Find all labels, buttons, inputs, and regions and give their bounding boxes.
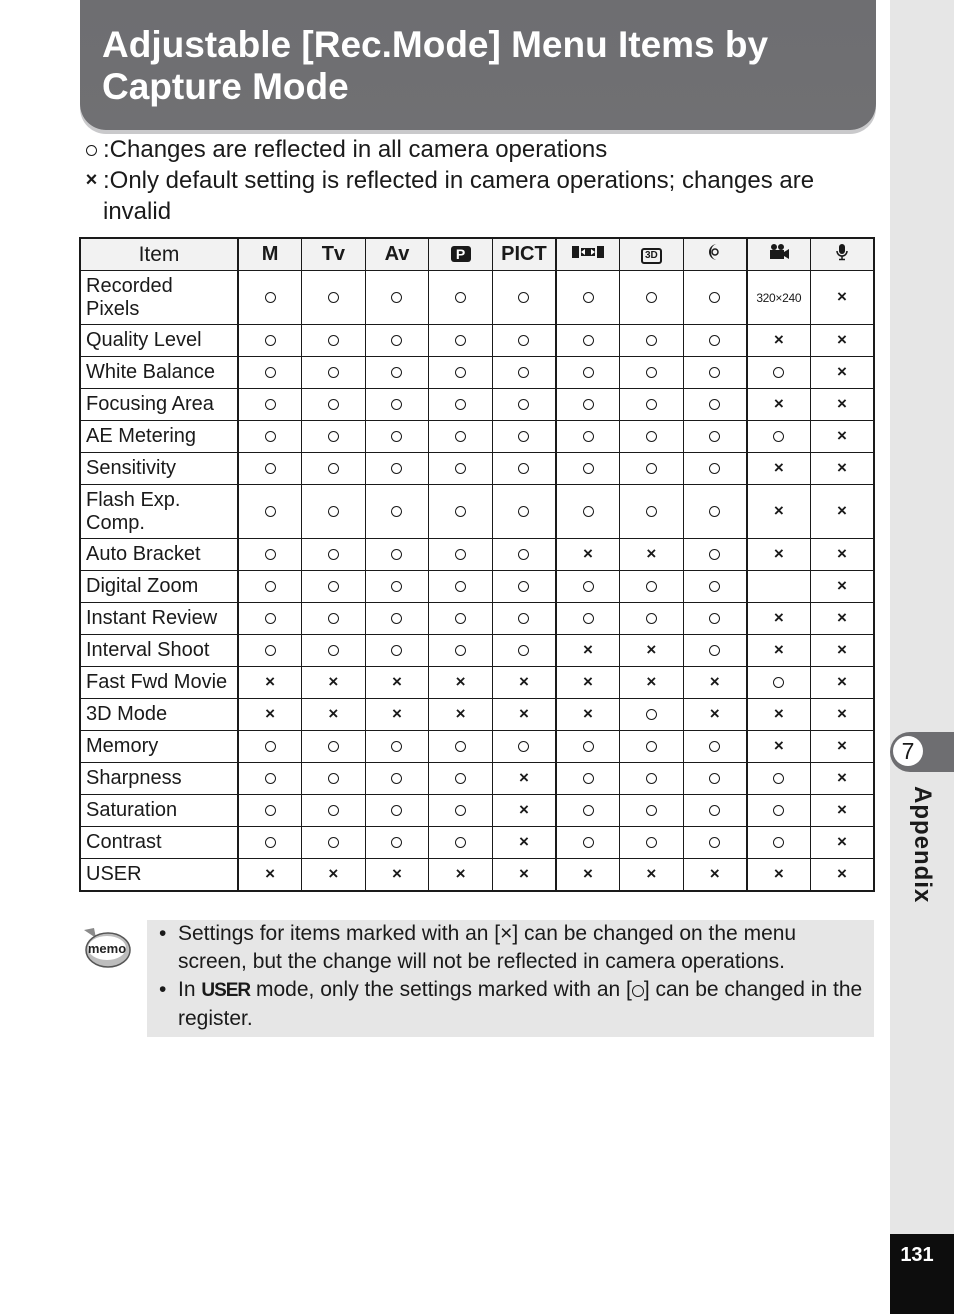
- mode-label: P: [451, 246, 471, 262]
- cross-icon: ×: [810, 539, 874, 571]
- mode-column-header: [238, 238, 302, 271]
- circle-icon: [302, 571, 366, 603]
- cross-icon: ×: [810, 731, 874, 763]
- circle-icon: [302, 635, 366, 667]
- circle-icon: [302, 453, 366, 485]
- circle-icon: [429, 421, 493, 453]
- cross-icon: ×: [683, 699, 747, 731]
- circle-icon: [302, 325, 366, 357]
- mode-column-header: [429, 238, 493, 271]
- circle-icon: [365, 389, 429, 421]
- circle-icon: [747, 827, 811, 859]
- cross-icon: ×: [747, 389, 811, 421]
- circle-icon: [302, 485, 366, 539]
- circle-icon: [302, 763, 366, 795]
- table-row: [80, 389, 874, 421]
- circle-icon: [238, 763, 302, 795]
- circle-icon: [747, 795, 811, 827]
- page-title: Adjustable [Rec.Mode] Menu Items by Capture Mode: [102, 24, 769, 107]
- circle-icon: [492, 539, 556, 571]
- circle-icon: [238, 603, 302, 635]
- cross-icon: ×: [810, 421, 874, 453]
- circle-icon: [429, 325, 493, 357]
- menu-items-table: [79, 237, 875, 892]
- cross-icon: ×: [810, 271, 874, 325]
- table-row: [80, 827, 874, 859]
- page-number: 131: [900, 1244, 934, 1266]
- table-row: [80, 699, 874, 731]
- circle-icon: [365, 795, 429, 827]
- circle-icon: [238, 389, 302, 421]
- circle-icon: [747, 421, 811, 453]
- circle-icon: [429, 795, 493, 827]
- circle-icon: [238, 539, 302, 571]
- circle-icon: [683, 389, 747, 421]
- table-row: [80, 539, 874, 571]
- table-row: [80, 485, 874, 539]
- row-item-label: Auto Bracket: [80, 539, 238, 571]
- table-row: [80, 795, 874, 827]
- circle-icon: [365, 539, 429, 571]
- circle-icon: [492, 389, 556, 421]
- circle-icon: [365, 603, 429, 635]
- row-item-label: Saturation: [80, 795, 238, 827]
- circle-icon: [556, 271, 620, 325]
- circle-icon: [365, 421, 429, 453]
- mode-label: Av: [384, 243, 410, 265]
- cross-icon: ×: [238, 667, 302, 699]
- circle-icon: [556, 603, 620, 635]
- circle-icon: [620, 699, 684, 731]
- circle-icon: [302, 389, 366, 421]
- circle-icon: [238, 357, 302, 389]
- mode-label: 3D: [641, 248, 662, 264]
- legend-row-circle: [80, 134, 870, 165]
- circle-icon: [492, 731, 556, 763]
- memo-bullet-2-post: ] can be changed in the register.: [178, 978, 863, 1030]
- circle-icon: [492, 485, 556, 539]
- value-text: 320×240: [756, 290, 802, 305]
- row-item-label: Quality Level: [80, 325, 238, 357]
- circle-icon: [683, 453, 747, 485]
- cross-icon: ×: [747, 453, 811, 485]
- circle-icon: [747, 763, 811, 795]
- circle-icon: [632, 985, 644, 997]
- circle-icon: [556, 357, 620, 389]
- cross-icon: ×: [810, 827, 874, 859]
- table-row: [80, 271, 874, 325]
- circle-icon: [556, 827, 620, 859]
- cross-icon: ×: [810, 603, 874, 635]
- table-row: [80, 763, 874, 795]
- row-item-label: Digital Zoom: [80, 571, 238, 603]
- cross-icon: ×: [810, 795, 874, 827]
- cross-icon: ×: [747, 699, 811, 731]
- table-row: [80, 603, 874, 635]
- circle-icon: [620, 453, 684, 485]
- circle-icon: [238, 271, 302, 325]
- circle-icon: [365, 571, 429, 603]
- cross-icon: ×: [492, 699, 556, 731]
- cross-icon: ×: [810, 453, 874, 485]
- row-item-label: Sharpness: [80, 763, 238, 795]
- cross-icon: ×: [492, 667, 556, 699]
- circle-icon: [620, 571, 684, 603]
- memo-icon: [80, 924, 132, 970]
- circle-icon: [302, 731, 366, 763]
- row-item-label: Sensitivity: [80, 453, 238, 485]
- memo-note: [147, 920, 874, 1037]
- circle-icon: [238, 827, 302, 859]
- circle-icon: [620, 485, 684, 539]
- cross-icon: ×: [683, 667, 747, 699]
- row-item-label: Focusing Area: [80, 389, 238, 421]
- circle-icon: [683, 485, 747, 539]
- circle-icon: [683, 539, 747, 571]
- circle-icon: [365, 325, 429, 357]
- circle-icon: [620, 325, 684, 357]
- cross-icon: ×: [492, 763, 556, 795]
- cross-icon: ×: [365, 859, 429, 892]
- circle-icon: [620, 271, 684, 325]
- mode-column-header: [492, 238, 556, 271]
- circle-icon: [429, 731, 493, 763]
- circle-icon: [620, 421, 684, 453]
- circle-icon: [556, 571, 620, 603]
- circle-icon: [747, 357, 811, 389]
- circle-icon: [683, 421, 747, 453]
- circle-icon: [556, 485, 620, 539]
- cross-icon: ×: [365, 667, 429, 699]
- circle-icon: [302, 271, 366, 325]
- circle-icon: [492, 635, 556, 667]
- circle-icon: [429, 485, 493, 539]
- cross-icon: ×: [302, 667, 366, 699]
- circle-icon: [302, 603, 366, 635]
- table-row: [80, 325, 874, 357]
- legend-row-cross: [80, 165, 870, 227]
- cross-icon: ×: [747, 539, 811, 571]
- circle-icon: [238, 795, 302, 827]
- circle-icon: [238, 571, 302, 603]
- cross-icon: ×: [747, 635, 811, 667]
- row-item-label: AE Metering: [80, 421, 238, 453]
- cross-icon: ×: [238, 699, 302, 731]
- cross-icon: ×: [556, 539, 620, 571]
- circle-icon: [492, 603, 556, 635]
- row-item-label: Recorded Pixels: [80, 271, 238, 325]
- cross-icon: ×: [365, 699, 429, 731]
- circle-icon: [556, 453, 620, 485]
- row-item-label: White Balance: [80, 357, 238, 389]
- circle-icon: [365, 453, 429, 485]
- circle-icon: [492, 271, 556, 325]
- circle-icon: [556, 795, 620, 827]
- memo-bullet-2: [157, 976, 864, 1033]
- circle-icon: [238, 453, 302, 485]
- cross-icon: ×: [683, 859, 747, 892]
- cross-icon: ×: [810, 357, 874, 389]
- table-row: [80, 357, 874, 389]
- chapter-tab: [890, 732, 954, 772]
- cross-icon: ×: [620, 539, 684, 571]
- circle-icon: [429, 271, 493, 325]
- circle-icon: [238, 325, 302, 357]
- row-item-label: USER: [80, 859, 238, 892]
- circle-icon: [302, 827, 366, 859]
- circle-icon: [429, 539, 493, 571]
- mode-label: Tv: [321, 243, 346, 265]
- circle-icon: [620, 763, 684, 795]
- voice-recording-icon: [810, 238, 874, 271]
- item-column-header: Item: [80, 238, 238, 271]
- cross-icon: ×: [810, 389, 874, 421]
- row-item-label: 3D Mode: [80, 699, 238, 731]
- circle-icon: [429, 571, 493, 603]
- chapter-sidebar: [890, 0, 954, 1314]
- memo-bullet-1: • Settings for items marked with an [×] can be changed on the menu screen, but the change will not be reflected in camera operations.: [157, 920, 864, 976]
- table-body: [80, 271, 874, 892]
- circle-icon: [683, 271, 747, 325]
- circle-icon: [556, 325, 620, 357]
- cross-icon: ×: [620, 635, 684, 667]
- circle-icon: [365, 763, 429, 795]
- circle-icon: [747, 667, 811, 699]
- circle-icon: [492, 571, 556, 603]
- cross-icon: ×: [302, 859, 366, 892]
- cross-icon: ×: [810, 667, 874, 699]
- cross-icon: ×: [302, 699, 366, 731]
- cross-icon: ×: [492, 827, 556, 859]
- night-scene-icon: [683, 238, 747, 271]
- table-row: [80, 731, 874, 763]
- circle-icon: [683, 827, 747, 859]
- row-item-label: Fast Fwd Movie: [80, 667, 238, 699]
- circle-icon: [365, 357, 429, 389]
- circle-icon: [620, 603, 684, 635]
- row-item-label: Flash Exp. Comp.: [80, 485, 238, 539]
- circle-icon: [556, 421, 620, 453]
- symbol-legend: [80, 134, 870, 227]
- circle-icon: [683, 603, 747, 635]
- circle-icon: [238, 485, 302, 539]
- circle-icon: [429, 635, 493, 667]
- circle-icon: [492, 453, 556, 485]
- circle-icon: [620, 731, 684, 763]
- cross-icon: ×: [747, 325, 811, 357]
- cross-icon: ×: [238, 859, 302, 892]
- user-mode-icon: USER: [201, 980, 251, 1001]
- circle-icon: [302, 795, 366, 827]
- mode-column-header: [620, 238, 684, 271]
- table-row: [80, 635, 874, 667]
- cross-icon: ×: [556, 635, 620, 667]
- circle-icon: [492, 325, 556, 357]
- memo-bullet-2-mid: mode, only the settings marked with an [: [250, 978, 632, 1001]
- circle-icon: [620, 827, 684, 859]
- circle-icon: [365, 635, 429, 667]
- value-cell: [747, 271, 811, 325]
- cross-icon: ×: [810, 635, 874, 667]
- circle-icon: [238, 635, 302, 667]
- cross-icon: ×: [747, 603, 811, 635]
- circle-icon: [238, 731, 302, 763]
- row-item-label: Memory: [80, 731, 238, 763]
- title-banner: [80, 0, 876, 130]
- circle-icon: [429, 389, 493, 421]
- cross-icon: ×: [747, 731, 811, 763]
- legend-text-circle: :Changes are reflected in all camera operations: [103, 136, 608, 163]
- circle-icon: [365, 271, 429, 325]
- mode-label: PICT: [501, 243, 547, 265]
- cross-icon: ×: [810, 763, 874, 795]
- circle-icon: [620, 389, 684, 421]
- chapter-label: Appendix: [909, 786, 936, 904]
- circle-icon: [620, 357, 684, 389]
- circle-icon: [429, 453, 493, 485]
- circle-icon: [429, 827, 493, 859]
- circle-icon: [683, 731, 747, 763]
- empty-cell: [747, 571, 811, 603]
- cross-icon: ×: [810, 325, 874, 357]
- table-header-row: [80, 238, 874, 271]
- table-row: [80, 453, 874, 485]
- cross-icon: ×: [556, 699, 620, 731]
- circle-icon: [429, 357, 493, 389]
- circle-icon: [429, 603, 493, 635]
- circle-icon: [683, 571, 747, 603]
- cross-icon: ×: [747, 485, 811, 539]
- cross-icon: ×: [556, 859, 620, 892]
- table-row: [80, 421, 874, 453]
- row-item-label: Instant Review: [80, 603, 238, 635]
- cross-icon: ×: [810, 571, 874, 603]
- row-item-label: Contrast: [80, 827, 238, 859]
- cross-icon: ×: [429, 699, 493, 731]
- mode-column-header: [365, 238, 429, 271]
- circle-icon: [683, 357, 747, 389]
- circle-icon: [683, 763, 747, 795]
- memo-list: [157, 920, 864, 1033]
- circle-icon: [365, 485, 429, 539]
- circle-icon: [683, 325, 747, 357]
- circle-icon: [302, 421, 366, 453]
- circle-icon: [683, 635, 747, 667]
- circle-icon: [302, 357, 366, 389]
- circle-icon: [492, 421, 556, 453]
- cross-icon: ×: [747, 859, 811, 892]
- circle-icon: [429, 763, 493, 795]
- chapter-number: 7: [893, 736, 923, 766]
- mode-label: M: [261, 243, 279, 265]
- circle-icon: [556, 763, 620, 795]
- cross-icon: ×: [492, 795, 556, 827]
- row-item-label: Interval Shoot: [80, 635, 238, 667]
- circle-icon: [365, 827, 429, 859]
- panorama-icon: [556, 238, 620, 271]
- circle-icon: [556, 389, 620, 421]
- circle-icon: [492, 357, 556, 389]
- cross-icon: ×: [429, 859, 493, 892]
- page-number-box: [890, 1234, 954, 1314]
- cross-icon: ×: [620, 667, 684, 699]
- memo-icon-label: memo: [87, 941, 127, 956]
- cross-icon: ×: [620, 859, 684, 892]
- circle-icon: [365, 731, 429, 763]
- mode-column-header: [302, 238, 366, 271]
- cross-icon: ×: [810, 485, 874, 539]
- table-row: [80, 667, 874, 699]
- cross-icon: ×: [556, 667, 620, 699]
- circle-icon: [683, 795, 747, 827]
- circle-icon: [80, 134, 103, 165]
- table-row: [80, 571, 874, 603]
- circle-icon: [238, 421, 302, 453]
- cross-icon: ×: [492, 859, 556, 892]
- memo-bullet-2-pre: In: [178, 978, 202, 1001]
- legend-text-cross: :Only default setting is reflected in camera operations; changes are invalid: [103, 167, 815, 225]
- table-row: [80, 859, 874, 892]
- movie-icon: [747, 238, 811, 271]
- cross-icon: ×: [810, 859, 874, 892]
- circle-icon: [620, 795, 684, 827]
- cross-icon: ×: [429, 667, 493, 699]
- circle-icon: [302, 539, 366, 571]
- cross-icon: ×: [85, 169, 98, 191]
- circle-icon: [556, 731, 620, 763]
- cross-icon: ×: [810, 699, 874, 731]
